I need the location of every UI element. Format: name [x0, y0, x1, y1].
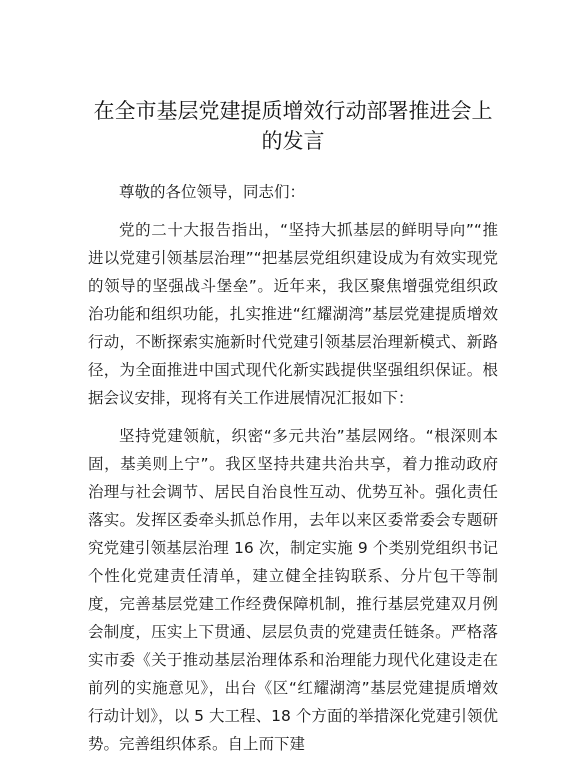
paragraph-intro: 党的二十大报告指出，“坚持大抓基层的鲜明导向”“推进以党建引领基层治理”“把基层党组织建设成为有效实现党的领导的坚强战斗堡垒”。近年来，我区聚焦增强党组织政治功能和组织功能，扎实推进“红耀湖湾”基层党建提质增效行动，不断探索实施新时代党建引领基层治理新模式、新路径，为全面推进中国式现代化新实践提供坚强组织保证。根据会议安排，现将有关工作进展情况汇报如下： — [88, 221, 498, 407]
paragraph-party-leadership: 坚持党建领航，织密“多元共治”基层网络。“根深则本固，基美则上宁”。我区坚持共建共治共享，着力推动政府治理与社会调节、居民自治良性互动、优势互补。强化责任落实。发挥区委牵头抓总作用，去年以来区委常委会专题研究党建引领基层治理 16 次，制定实施 9 个类别党组织书记个性化党建责任清单，建立健全挂钩联系、分片包干等制度，完善基层党建工作经费保障机制，推行基层党建双月例会制度，压实上下贯通、层层负责的党建责任链条。严格落实市委《关于推动基层治理体系和治理能力现代化建设走在前列的实施意见》，出台《区“红耀湖湾”基层党建提质增效行动计划》，以 5 大工程、18 个方面的举措深化党建引领优势。完善组织体系。自上而下建 — [88, 427, 498, 753]
salutation: 尊敬的各位领导，同志们： — [119, 183, 306, 201]
document-title: 在全市基层党建提质增效行动部署推进会上的发言 — [93, 99, 493, 153]
